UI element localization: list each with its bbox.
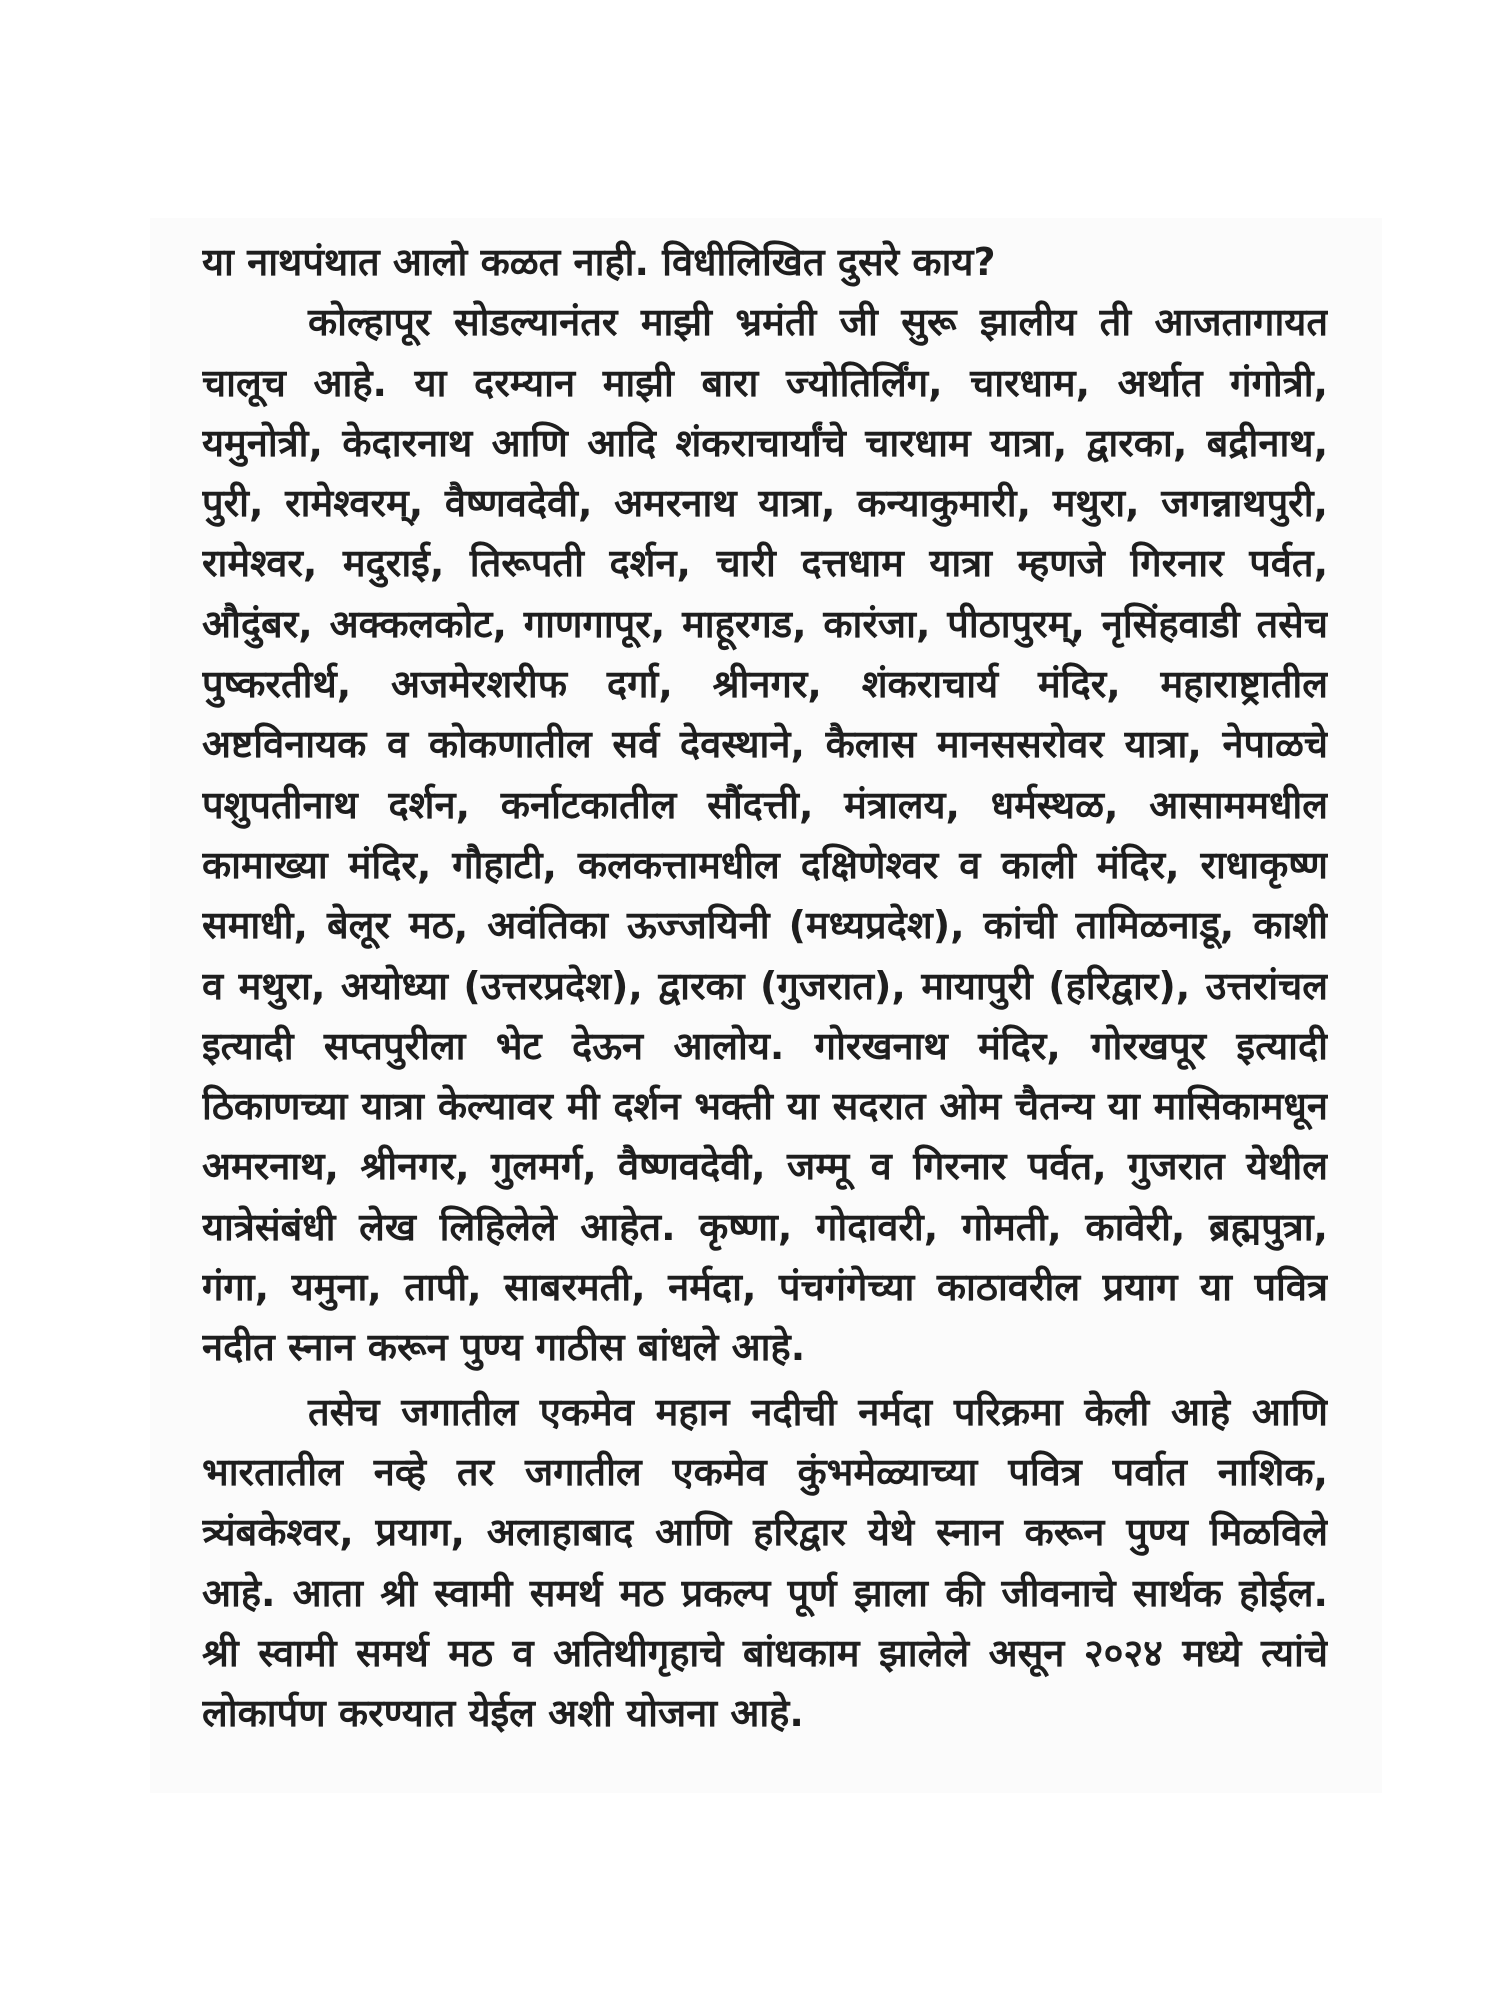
text-line: लोकार्पण करण्यात येईल अशी योजना आहे. — [202, 1691, 804, 1736]
text-line: नदीत स्नान करून पुण्य गाठीस बांधले आहे. — [202, 1325, 806, 1370]
document-page — [150, 218, 1382, 1793]
text-line: पुरी, रामेश्वरम्, वैष्णवदेवी, अमरनाथ यात्रा, कन्याकुमारी, मथुरा, जगन्नाथपुरी, — [202, 481, 1328, 526]
text-line: यात्रेसंबंधी लेख लिहिलेले आहेत. कृष्णा, गोदावरी, गोमती, कावेरी, ब्रह्मपुत्रा, — [202, 1204, 1328, 1249]
text-line: यमुनोत्री, केदारनाथ आणि आदि शंकराचार्यांचे चारधाम यात्रा, द्वारका, बद्रीनाथ, — [202, 420, 1328, 465]
text-line: ठिकाणच्या यात्रा केल्यावर मी दर्शन भक्ती या सदरात ओम चैतन्य या मासिकामधून — [202, 1084, 1328, 1129]
text-line: भारतातील नव्हे तर जगातील एकमेव कुंभमेळ्याच्या पवित्र पर्वात नाशिक, — [202, 1449, 1328, 1494]
text-line: गंगा, यमुना, तापी, साबरमती, नर्मदा, पंचगंगेच्या काठावरील प्रयाग या पवित्र — [202, 1265, 1328, 1310]
text-line: कोल्हापूर सोडल्यानंतर माझी भ्रमंती जी सुरू झालीय ती आजतागायत — [308, 300, 1328, 345]
text-line: अष्टविनायक व कोकणातील सर्व देवस्थाने, कैलास मानससरोवर यात्रा, नेपाळचे — [202, 722, 1328, 767]
body-text — [202, 232, 1328, 1743]
text-line: पुष्करतीर्थ, अजमेरशरीफ दर्गा, श्रीनगर, शंकराचार्य मंदिर, महाराष्ट्रातील — [202, 662, 1328, 707]
text-line: चालूच आहे. या दरम्यान माझी बारा ज्योतिर्लिंग, चारधाम, अर्थात गंगोत्री, — [202, 360, 1328, 405]
text-line: तसेच जगातील एकमेव महान नदीची नर्मदा परिक्रमा केली आहे आणि — [308, 1389, 1328, 1434]
text-line: रामेश्वर, मदुराई, तिरूपती दर्शन, चारी दत्तधाम यात्रा म्हणजे गिरनार पर्वत, — [202, 541, 1328, 586]
text-line: श्री स्वामी समर्थ मठ व अतिथीगृहाचे बांधकाम झालेले असून २०२४ मध्ये त्यांचे — [202, 1630, 1328, 1675]
text-line: अमरनाथ, श्रीनगर, गुलमर्ग, वैष्णवदेवी, जम्मू व गिरनार पर्वत, गुजरात येथील — [202, 1144, 1328, 1189]
text-line: इत्यादी सप्तपुरीला भेट देऊन आलोय. गोरखनाथ मंदिर, गोरखपूर इत्यादी — [202, 1023, 1328, 1068]
text-line: त्र्यंबकेश्वर, प्रयाग, अलाहाबाद आणि हरिद्वार येथे स्नान करून पुण्य मिळविले — [202, 1510, 1328, 1555]
text-line: आहे. आता श्री स्वामी समर्थ मठ प्रकल्प पूर्ण झाला की जीवनाचे सार्थक होईल. — [202, 1570, 1328, 1615]
text-line: पशुपतीनाथ दर्शन, कर्नाटकातील सौंदत्ती, मंत्रालय, धर्मस्थळ, आसाममधील — [202, 782, 1328, 827]
text-line: समाधी, बेलूर मठ, अवंतिका ऊज्जयिनी (मध्यप्रदेश), कांची तामिळनाडू, काशी — [202, 903, 1328, 948]
text-line: औदुंबर, अक्कलकोट, गाणगापूर, माहूरगड, कारंजा, पीठापुरम्, नृसिंहवाडी तसेच — [202, 601, 1328, 646]
text-line: या नाथपंथात आलो कळत नाही. विधीलिखित दुसरे काय? — [202, 240, 996, 284]
text-line: कामाख्या मंदिर, गौहाटी, कलकत्तामधील दक्षिणेश्वर व काली मंदिर, राधाकृष्ण — [202, 842, 1328, 887]
text-line: व मथुरा, अयोध्या (उत्तरप्रदेश), द्वारका (गुजरात), मायापुरी (हरिद्वार), उत्तरांचल — [202, 963, 1328, 1008]
